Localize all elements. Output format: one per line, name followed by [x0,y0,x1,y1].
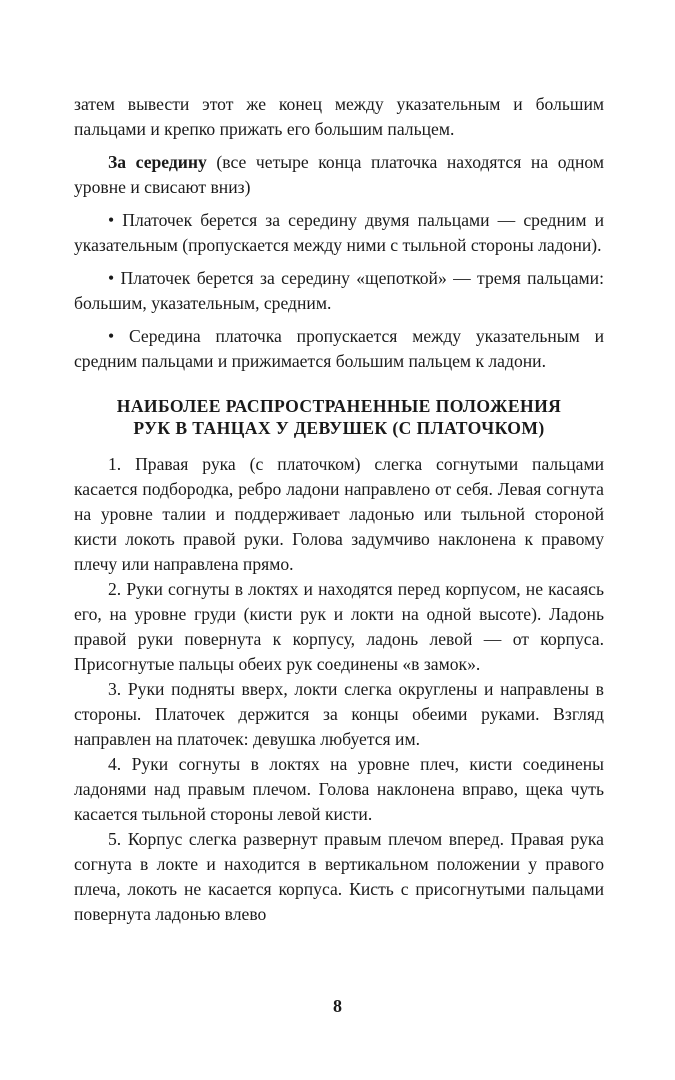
numbered-item: 2. Руки согнуты в локтях и находятся перед корпусом, не касаясь его, на уровне груди (кисти рук и локти на одной высоте). Ладонь правой руки повернута к корпусу, ладонь левой — от корпуса. Присогнутые пальцы обеих рук соединены «в замок». [74,579,604,674]
page-body [74,92,604,927]
bullet-item: • Середина платочка пропускается между указательным и средним пальцами и прижимается большим пальцем к ладони. [74,326,604,371]
paragraph-lead-rest: (все четыре конца платочка находятся на одном уровне и свисают вниз) [74,152,604,197]
numbered-item: 5. Корпус слегка развернут правым плечом вперед. Правая рука согнута в локте и находится в вертикальном положении у правого плеча, локоть не касается корпуса. Кисть с присогнутыми пальцами повернута ладонью влево [74,829,604,924]
numbered-item: 1. Правая рука (с платочком) слегка согнутыми пальцами касается подбородка, ребро ладони направлено от себя. Левая согнута на уровне талии и поддерживает ладонью или тыльной стороной кисти локоть правой руки. Голова задумчиво наклонена к правому плечу или направлена прямо. [74,454,604,574]
section-heading [74,395,604,439]
paragraph-lead-bold: За середину [108,152,207,172]
section-heading-line: НАИБОЛЕЕ РАСПРОСТРАНЕННЫЕ ПОЛОЖЕНИЯ [116,396,562,416]
numbered-item: 4. Руки согнуты в локтях на уровне плеч, кисти соединены ладонями над правым плечом. Голова наклонена вправо, щека чуть касается тыльной стороны левой кисти. [74,754,604,824]
section-heading-line: РУК В ТАНЦАХ У ДЕВУШЕК (С ПЛАТОЧКОМ) [133,418,545,438]
paragraph-continuation: затем вывести этот же конец между указательным и большим пальцами и крепко прижать его большим пальцем. [74,94,604,139]
paragraph-by-middle [74,150,604,200]
numbered-item: 3. Руки подняты вверх, локти слегка округлены и направлены в стороны. Платочек держится за концы обеими руками. Взгляд направлен на платочек: девушка любуется им. [74,679,604,749]
bullet-item: • Платочек берется за середину «щепоткой» — тремя пальцами: большим, указательным, средним. [74,268,604,313]
page-number: 8 [333,996,342,1016]
bullet-item: • Платочек берется за середину двумя пальцами — средним и указательным (пропускается между ними с тыльной стороны ладони). [74,210,604,255]
